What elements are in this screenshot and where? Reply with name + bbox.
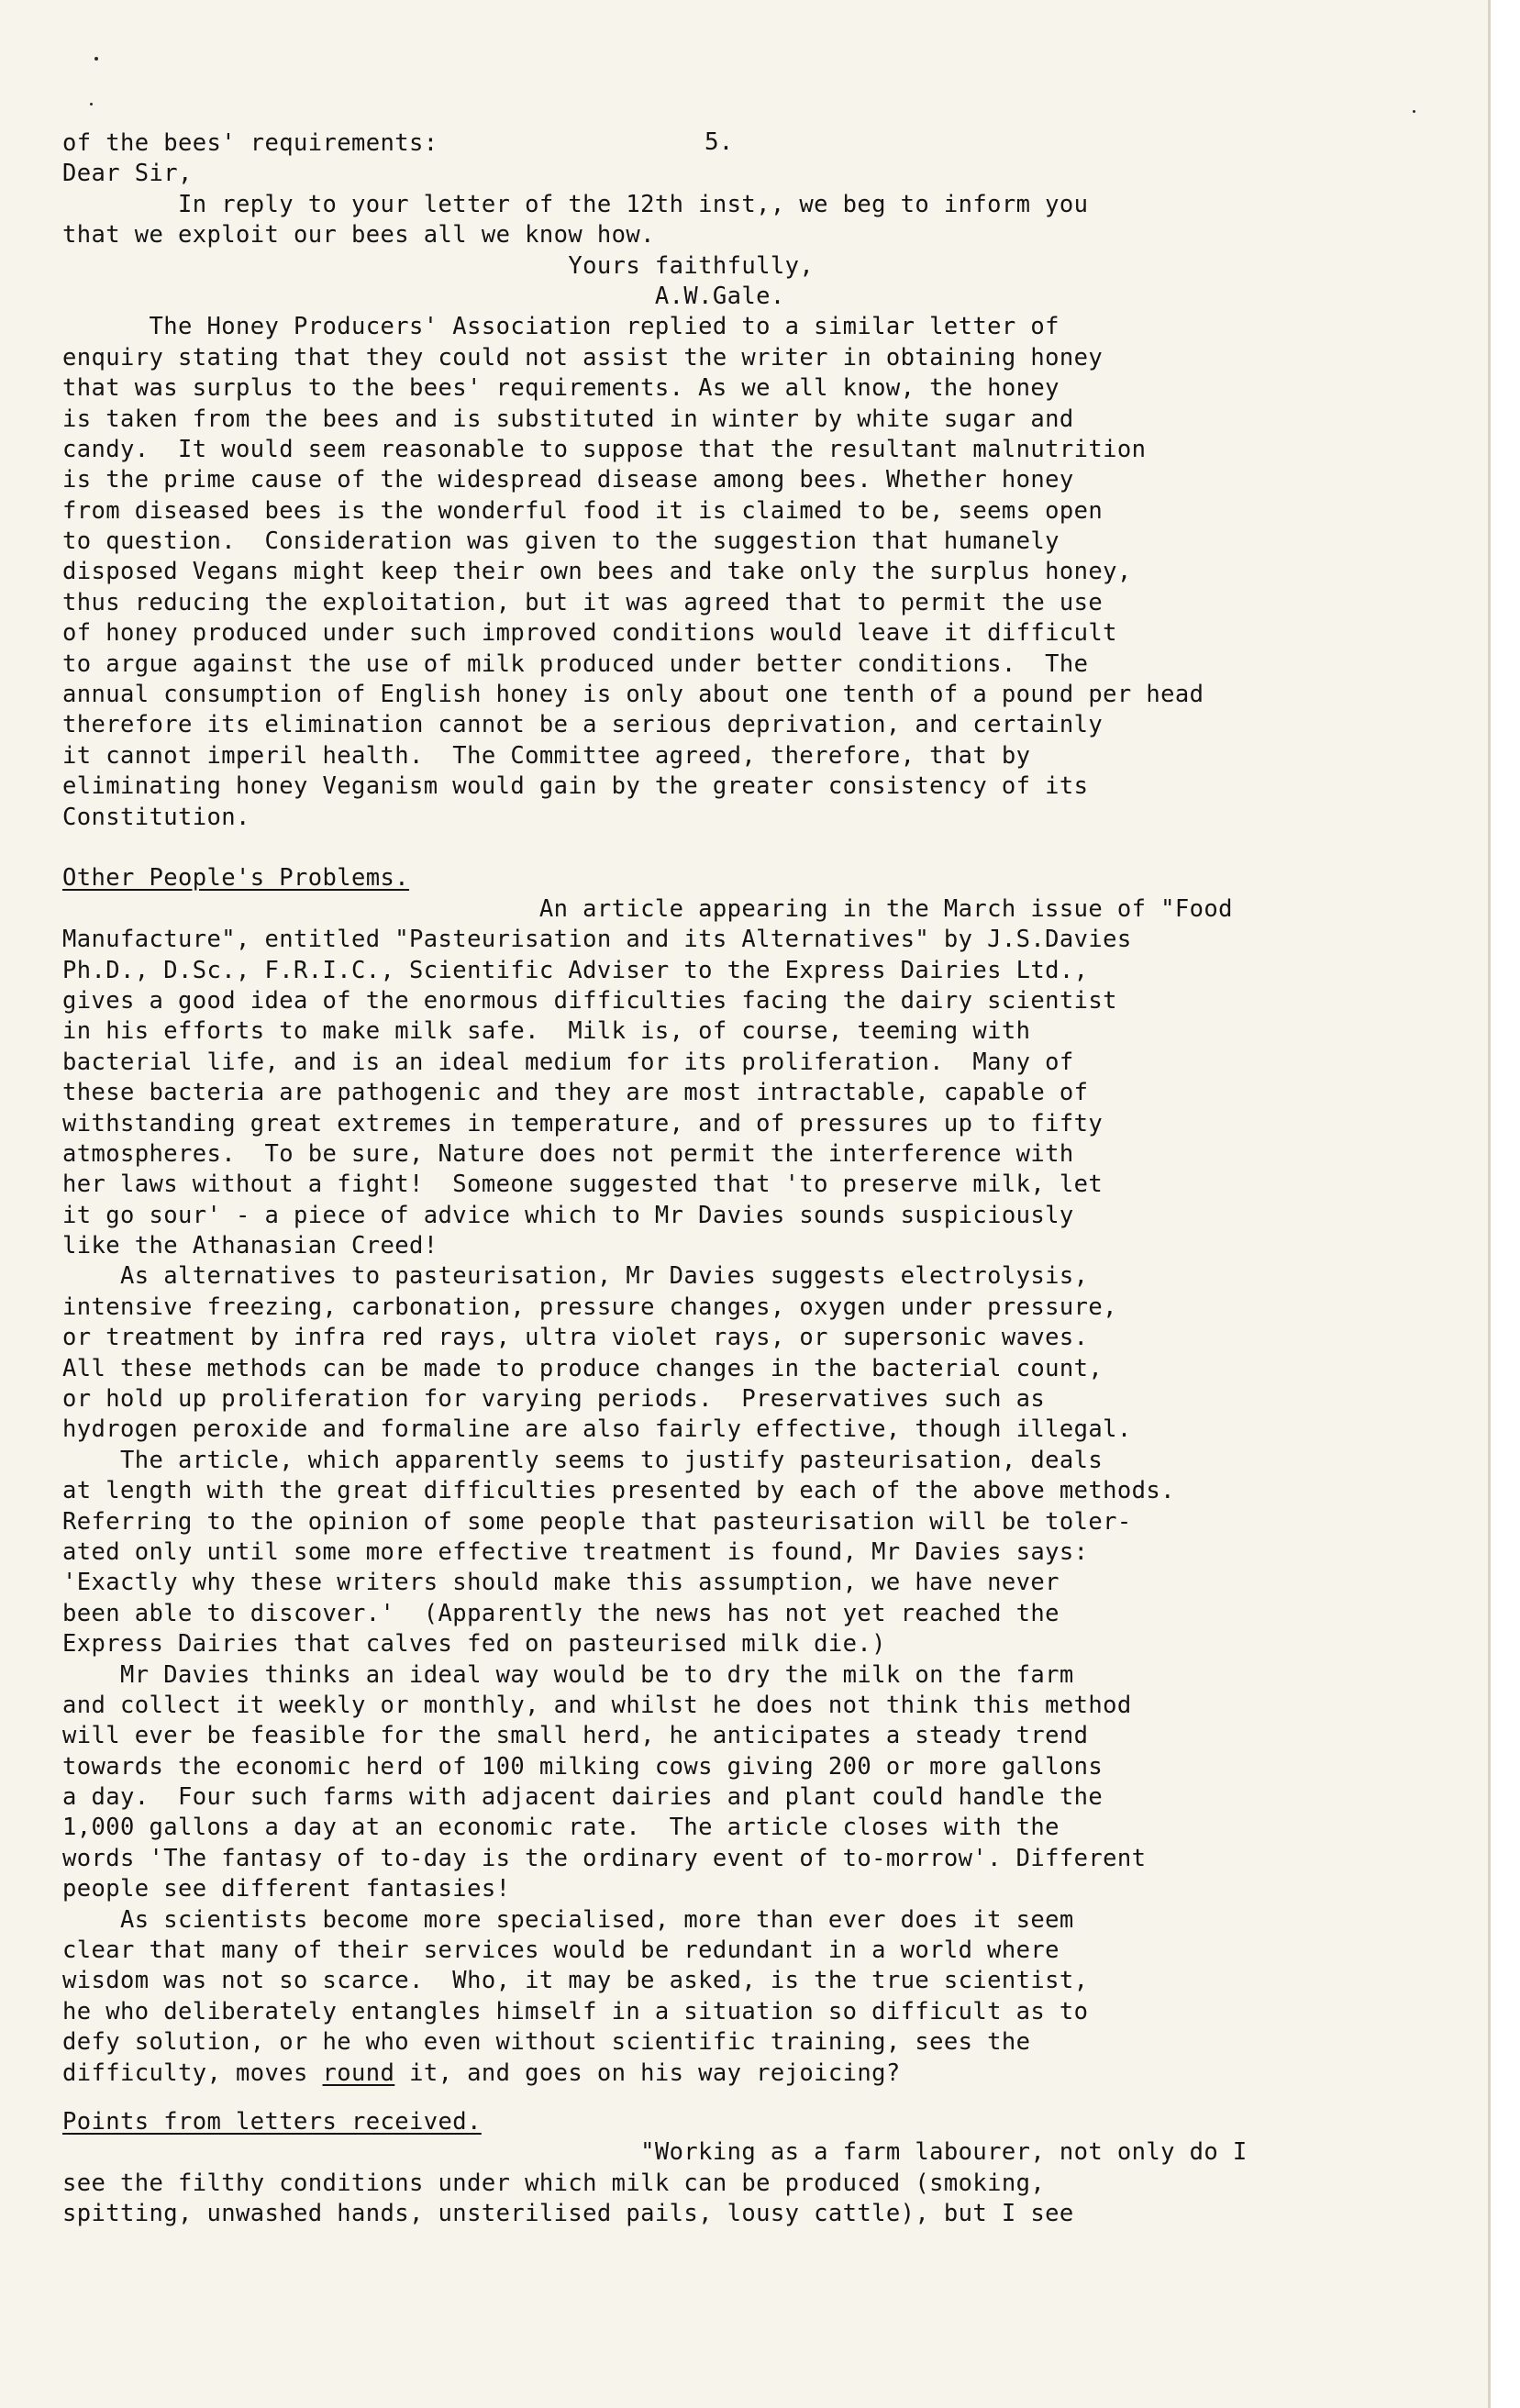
text-line: that was surplus to the bees' requirements. As we all know, the honey bbox=[62, 374, 1060, 403]
ink-speck bbox=[1413, 110, 1415, 113]
text-line: eliminating honey Veganism would gain by the greater consistency of its bbox=[62, 772, 1089, 801]
text-line: "Working as a farm labourer, not only do I bbox=[62, 2138, 1248, 2167]
text-line: clear that many of their services would be redundant in a world where bbox=[62, 1936, 1060, 1965]
text-line: Yours faithfully, bbox=[62, 251, 815, 280]
text-line: is the prime cause of the widespread disease among bees. Whether honey bbox=[62, 466, 1074, 494]
text-line: at length with the great difficulties presented by each of the above methods. bbox=[62, 1477, 1175, 1505]
text-line: Referring to the opinion of some people that pasteurisation will be toler- bbox=[62, 1507, 1132, 1536]
text-line: withstanding great extremes in temperature, and of pressures up to fifty bbox=[62, 1109, 1104, 1137]
text-line: defy solution, or he who even without scientific training, sees the bbox=[62, 2028, 1031, 2057]
text-line: Manufacture", entitled "Pasteurisation and its Alternatives" by J.S.Davies bbox=[62, 926, 1132, 954]
text-line: of the bees' requirements: bbox=[62, 129, 438, 157]
text-line: or treatment by infra red rays, ultra violet rays, or supersonic waves. bbox=[62, 1324, 1089, 1352]
text-line: atmospheres. To be sure, Nature does not permit the interference with bbox=[62, 1139, 1074, 1168]
text-line: these bacteria are pathogenic and they are most intractable, capable of bbox=[62, 1079, 1089, 1107]
underlined-word: round bbox=[322, 2058, 395, 2087]
points-section bbox=[62, 2107, 1493, 2230]
text-line: Express Dairies that calves fed on pasteurised milk die.) bbox=[62, 1630, 886, 1659]
text-line: thus reducing the exploitation, but it was agreed that to permit the use bbox=[62, 588, 1104, 616]
text-line: wisdom was not so scarce. Who, it may be asked, is the true scientist, bbox=[62, 1967, 1089, 1995]
text-line: is taken from the bees and is substituted in winter by white sugar and bbox=[62, 405, 1074, 433]
text-line: it go sour' - a piece of advice which to Mr Davies sounds suspiciously bbox=[62, 1201, 1074, 1229]
text-line: of honey produced under such improved conditions would leave it difficult bbox=[62, 619, 1117, 648]
text-line: been able to discover.' (Apparently the news has not yet reached the bbox=[62, 1599, 1060, 1627]
text-line: bacterial life, and is an ideal medium for its proliferation. Many of bbox=[62, 1048, 1074, 1076]
ink-speck bbox=[90, 103, 93, 105]
other-problems-section bbox=[62, 863, 1493, 2089]
text-line: hydrogen peroxide and formaline are also fairly effective, though illegal. bbox=[62, 1415, 1132, 1444]
text-line: An article appearing in the March issue of "Food bbox=[62, 894, 1233, 923]
text-line: In reply to your letter of the 12th inst,, we beg to inform you bbox=[62, 190, 1089, 218]
text-line: and collect it weekly or monthly, and whilst he does not think this method bbox=[62, 1691, 1132, 1719]
text-line: Mr Davies thinks an ideal way would be to dry the milk on the farm bbox=[62, 1660, 1074, 1689]
text-line: All these methods can be made to produce changes in the bacterial count, bbox=[62, 1354, 1104, 1382]
page-number: 5. bbox=[705, 128, 734, 156]
text-line: As alternatives to pasteurisation, Mr Davies suggests electrolysis, bbox=[62, 1262, 1089, 1291]
text-line: he who deliberately entangles himself in a situation so difficult as to bbox=[62, 1997, 1089, 2025]
text-line: annual consumption of English honey is only about one tenth of a pound per head bbox=[62, 681, 1204, 709]
text-line: As scientists become more specialised, more than ever does it seem bbox=[62, 1905, 1074, 1934]
text-fragment: difficulty, moves bbox=[62, 2058, 323, 2087]
text-line: The article, which apparently seems to justify pasteurisation, deals bbox=[62, 1446, 1104, 1474]
text-line-last bbox=[62, 2058, 1493, 2089]
text-line: a day. Four such farms with adjacent dairies and plant could handle the bbox=[62, 1783, 1104, 1812]
text-line: candy. It would seem reasonable to suppose that the resultant malnutrition bbox=[62, 435, 1147, 463]
ink-speck bbox=[94, 57, 98, 61]
text-line: ated only until some more effective treatment is found, Mr Davies says: bbox=[62, 1537, 1089, 1566]
text-line: from diseased bees is the wonderful food it is claimed to be, seems open bbox=[62, 496, 1104, 525]
text-line: to question. Consideration was given to the suggestion that humanely bbox=[62, 527, 1060, 556]
text-line: that we exploit our bees all we know how. bbox=[62, 221, 655, 250]
text-line: A.W.Gale. bbox=[62, 282, 785, 310]
honey-section bbox=[62, 128, 1493, 833]
text-fragment: it, and goes on his way rejoicing? bbox=[394, 2058, 901, 2087]
text-line: words 'The fantasy of to-day is the ordinary event of to-morrow'. Different bbox=[62, 1844, 1147, 1872]
spacer bbox=[62, 833, 1493, 863]
text-line: enquiry stating that they could not assist the writer in obtaining honey bbox=[62, 343, 1104, 372]
text-line: 'Exactly why these writers should make this assumption, we have never bbox=[62, 1569, 1060, 1597]
text-line: her laws without a fight! Someone suggested that 'to preserve milk, let bbox=[62, 1171, 1104, 1199]
text-line: disposed Vegans might keep their own bees and take only the surplus honey, bbox=[62, 558, 1132, 586]
text-line: it cannot imperil health. The Committee agreed, therefore, that by bbox=[62, 741, 1031, 770]
text-line: people see different fantasies! bbox=[62, 1875, 511, 1903]
text-line: spitting, unwashed hands, unsterilised pails, lousy cattle), but I see bbox=[62, 2200, 1074, 2228]
text-line: see the filthy conditions under which milk can be produced (smoking, bbox=[62, 2169, 1046, 2197]
spacer bbox=[62, 2089, 1493, 2107]
text-line: in his efforts to make milk safe. Milk is, of course, teeming with bbox=[62, 1017, 1031, 1046]
section-heading-other-problems: Other People's Problems. bbox=[62, 864, 410, 893]
text-line: 1,000 gallons a day at an economic rate. The article closes with the bbox=[62, 1814, 1060, 1842]
text-line: Constitution. bbox=[62, 803, 250, 831]
text-line: will ever be feasible for the small herd, he anticipates a steady trend bbox=[62, 1722, 1089, 1750]
text-line: intensive freezing, carbonation, pressure changes, oxygen under pressure, bbox=[62, 1293, 1117, 1321]
text-line: to argue against the use of milk produced under better conditions. The bbox=[62, 649, 1089, 678]
text-line: Dear Sir, bbox=[62, 160, 193, 188]
text-line: The Honey Producers' Association replied to a similar letter of bbox=[62, 313, 1060, 341]
text-line: like the Athanasian Creed! bbox=[62, 1232, 438, 1260]
text-line: therefore its elimination cannot be a serious deprivation, and certainly bbox=[62, 711, 1104, 739]
typed-page-body bbox=[62, 128, 1493, 2230]
text-line: Ph.D., D.Sc., F.R.I.C., Scientific Adviser to the Express Dairies Ltd., bbox=[62, 956, 1089, 984]
section-heading-points: Points from letters received. bbox=[62, 2108, 482, 2136]
text-line: gives a good idea of the enormous difficulties facing the dairy scientist bbox=[62, 986, 1117, 1015]
text-line: or hold up proliferation for varying periods. Preservatives such as bbox=[62, 1385, 1046, 1414]
text-line: towards the economic herd of 100 milking cows giving 200 or more gallons bbox=[62, 1752, 1104, 1781]
